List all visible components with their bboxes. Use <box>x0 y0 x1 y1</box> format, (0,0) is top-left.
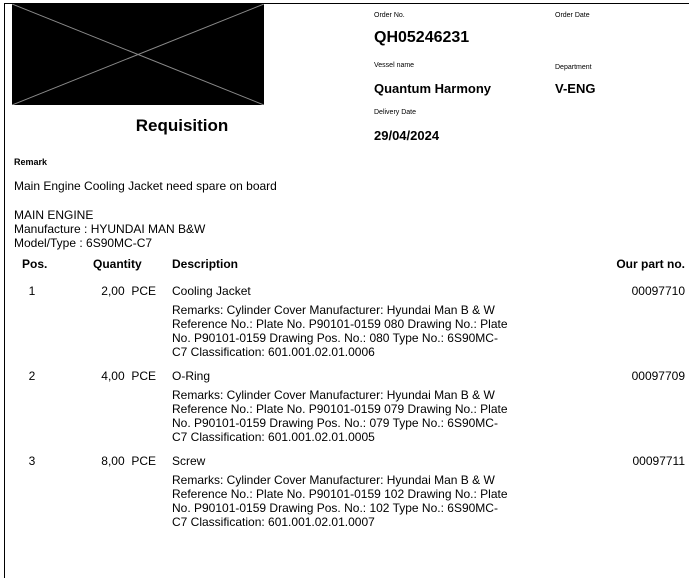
row-qty-value: 4,00 <box>101 369 125 383</box>
equipment-manufacture: Manufacture : HYUNDAI MAN B&W <box>14 222 206 236</box>
row-pos: 3 <box>28 454 36 468</box>
equipment-info <box>14 208 205 250</box>
department-label: Department <box>555 64 592 71</box>
delivery-date-label: Delivery Date <box>374 109 417 116</box>
remark-text: Main Engine Cooling Jacket need spare on board <box>14 179 277 193</box>
row-qty-value: 2,00 <box>101 284 125 298</box>
row-remarks-line: No. P90101-0159 Drawing Pos. No.: 102 Type No.: 6S90MC- <box>172 501 498 515</box>
page-title: Requisition <box>135 116 229 135</box>
row-remarks-line: Remarks: Cylinder Cover Manufacturer: Hyundai Man B & W <box>172 473 495 487</box>
equipment-name: MAIN ENGINE <box>14 208 94 222</box>
row-unit: PCE <box>131 454 156 468</box>
delivery-date-value: 29/04/2024 <box>374 128 440 143</box>
row-part-no: 00097711 <box>632 454 685 468</box>
row-remarks-line: C7 Classification: 601.001.02.01.0005 <box>172 430 375 444</box>
row-pos: 1 <box>28 284 36 298</box>
remark-label: Remark <box>14 157 48 167</box>
vessel-name-label: Vessel name <box>374 62 415 69</box>
row-remarks-line: Remarks: Cylinder Cover Manufacturer: Hyundai Man B & W <box>172 303 495 317</box>
row-description: Screw <box>172 454 206 468</box>
row-remarks-line: No. P90101-0159 Drawing Pos. No.: 080 Type No.: 6S90MC- <box>172 331 498 345</box>
row-pos: 2 <box>28 369 36 383</box>
image-placeholder-icon <box>12 4 264 105</box>
row-part-no: 00097710 <box>631 284 685 298</box>
page-border-left <box>4 3 5 578</box>
row-remarks <box>172 473 534 529</box>
row-remarks-line: C7 Classification: 601.001.02.01.0006 <box>172 345 375 359</box>
row-qty-value: 8,00 <box>101 454 125 468</box>
row-remarks <box>172 303 534 359</box>
column-header-quantity: Quantity <box>93 257 142 271</box>
row-unit: PCE <box>131 369 156 383</box>
row-quantity <box>80 454 156 468</box>
order-no-label: Order No. <box>374 12 405 19</box>
department-value: V-ENG <box>555 81 596 96</box>
row-description: O-Ring <box>172 369 211 383</box>
row-remarks-line: Reference No.: Plate No. P90101-0159 080 Drawing No.: Plate <box>172 317 508 331</box>
row-remarks-line: C7 Classification: 601.001.02.01.0007 <box>172 515 375 529</box>
column-header-pos: Pos. <box>22 257 48 271</box>
row-quantity <box>80 369 156 383</box>
order-no-value: QH05246231 <box>374 29 470 46</box>
row-remarks-line: Reference No.: Plate No. P90101-0159 079 Drawing No.: Plate <box>172 402 508 416</box>
column-header-part-no: Our part no. <box>616 257 685 271</box>
row-description: Cooling Jacket <box>172 284 251 298</box>
row-remarks-line: Remarks: Cylinder Cover Manufacturer: Hyundai Man B & W <box>172 388 495 402</box>
order-date-label: Order Date <box>555 12 590 19</box>
row-remarks-line: Reference No.: Plate No. P90101-0159 102 Drawing No.: Plate <box>172 487 508 501</box>
equipment-model: Model/Type : 6S90MC-C7 <box>14 236 153 250</box>
row-unit: PCE <box>131 284 156 298</box>
row-part-no: 00097709 <box>631 369 685 383</box>
row-remarks <box>172 388 534 444</box>
logo-placeholder-image <box>12 4 264 105</box>
row-remarks-line: No. P90101-0159 Drawing Pos. No.: 079 Type No.: 6S90MC- <box>172 416 498 430</box>
row-quantity <box>80 284 156 298</box>
vessel-name-value: Quantum Harmony <box>374 81 492 96</box>
column-header-description: Description <box>172 257 239 271</box>
